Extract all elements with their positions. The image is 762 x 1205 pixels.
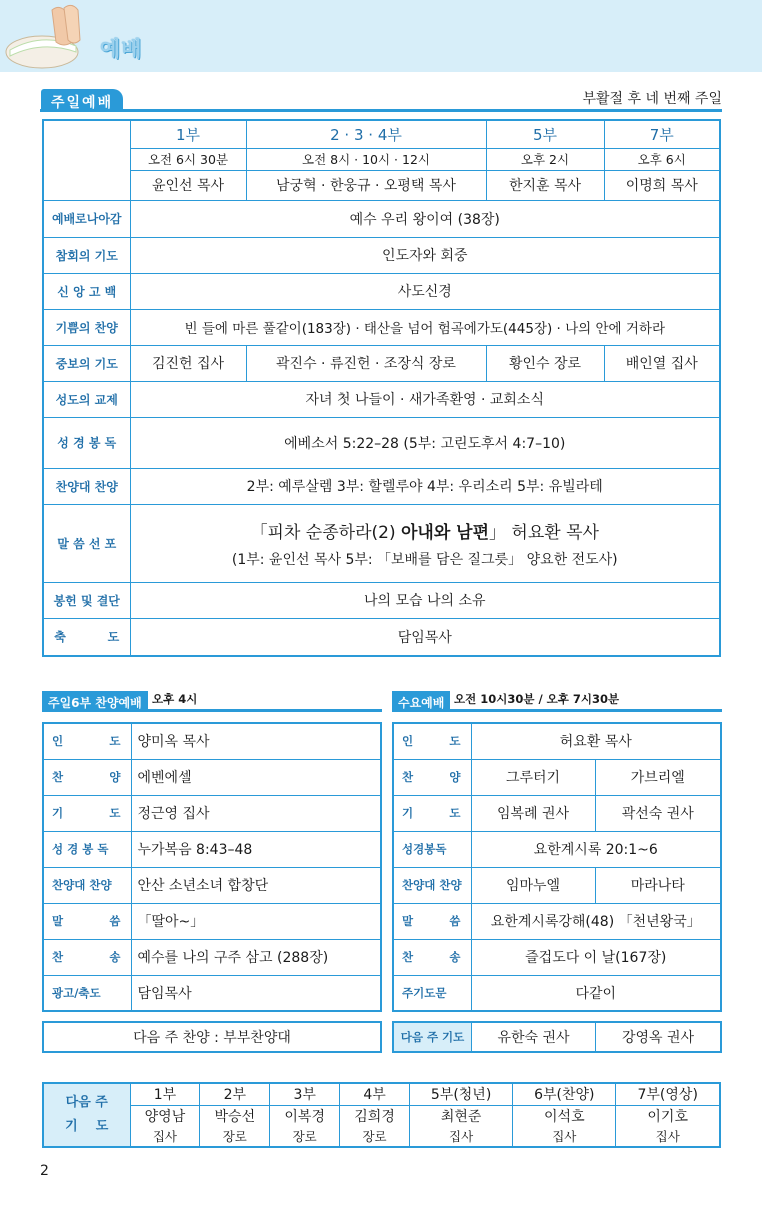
row-value: 요한계시록강해(48) 「천년왕국」 [471,903,721,939]
row-value: 나의 모습 나의 소유 [130,582,720,618]
row-label: 찬양대 찬양 [43,468,130,504]
row-label: 성경봉독 [393,831,471,867]
row-value: 예수를 나의 구주 삼고 (288장) [131,939,381,975]
service-pastor: 이명희 목사 [604,170,720,200]
sunday-section-header [40,88,722,112]
row-value: 예수 우리 왕이여 (38장) [130,200,720,237]
intercessor: 김진헌 집사 [130,345,246,381]
sixth-section-header [42,690,382,712]
row-value: 마라나타 [595,867,721,903]
prayer-role: 집사 [130,1127,200,1147]
service-pastor: 한지훈 목사 [486,170,604,200]
next-week-prayer-table [42,1082,721,1148]
sunday-order-table [42,119,721,657]
row-label: 신 앙 고 백 [43,273,130,309]
service-part: 5부 [486,120,604,148]
prayer-part: 6부(찬양) [513,1083,616,1105]
row-label: 말 씀 선 포 [43,504,130,582]
row-value: 정근영 집사 [131,795,381,831]
wednesday-service-table [392,722,722,1012]
row-label: 기 도 [43,795,131,831]
intercessor: 곽진수 · 류진헌 · 조장식 장로 [246,345,486,381]
prayer-role: 장로 [340,1127,410,1147]
prayer-role: 집사 [513,1127,616,1147]
row-label: 중보의 기도 [43,345,130,381]
row-label: 말 씀 [43,903,131,939]
prayer-name: 김희경 [340,1105,410,1127]
sixth-time: 오후 4시 [152,692,198,706]
service-time: 오후 2시 [486,148,604,170]
prayer-role: 집사 [410,1127,513,1147]
row-label: 찬 양 [43,759,131,795]
sermon-cell [130,504,720,582]
sunday-week: 부활절 후 네 번째 주일 [582,91,722,107]
wednesday-section-header [392,690,722,712]
row-label: 주기도문 [393,975,471,1011]
prayer-role: 집사 [616,1127,720,1147]
page-title: 예배 [100,37,143,61]
row-value: 임마누엘 [471,867,595,903]
row-label: 찬 송 [393,939,471,975]
service-part: 7부 [604,120,720,148]
row-value: 2부: 예루살렘 3부: 할렐루야 4부: 우리소리 5부: 유빌라테 [130,468,720,504]
row-value: 빈 들에 마른 풀같이(183장) · 태산을 넘어 험곡에가도(445장) · 나의 안에 거하라 [130,309,720,345]
row-label: 말 씀 [393,903,471,939]
row-label: 찬양대 찬양 [393,867,471,903]
row-label: 참회의 기도 [43,237,130,273]
wednesday-next-prayer [392,1021,722,1053]
row-label: 성 경 봉 독 [43,831,131,867]
corner-cell [43,120,130,200]
service-part: 1부 [130,120,246,148]
row-value: 즐겁도다 이 날(167장) [471,939,721,975]
prayer-part: 5부(청년) [410,1083,513,1105]
next-prayer-label: 다음 주 기도 [394,1023,472,1051]
row-value: 다같이 [471,975,721,1011]
row-value: 양미옥 목사 [131,723,381,759]
row-label: 기 도 [393,795,471,831]
prayer-role: 장로 [270,1127,340,1147]
next-prayer-name: 강영옥 권사 [621,1030,695,1046]
row-value: 담임목사 [130,618,720,656]
sermon-note: (1부: 윤인선 목사 5부: 「보배를 담은 질그릇」 양요한 전도사) [231,551,618,568]
top-banner [0,0,762,72]
next-praise-box: 다음 주 찬양 : 부부찬양대 [42,1021,382,1053]
prayer-part: 2부 [200,1083,270,1105]
prayer-part: 4부 [340,1083,410,1105]
row-value: 안산 소년소녀 합창단 [131,867,381,903]
row-value: 인도자와 회중 [130,237,720,273]
sermon-title: 「피차 순종하라(2) 아내와 남편」 허요환 목사 [250,522,599,543]
next-prayer-name: 유한숙 권사 [472,1023,596,1051]
service-time: 오후 6시 [604,148,720,170]
service-pastor: 윤인선 목사 [130,170,246,200]
row-label: 기쁨의 찬양 [43,309,130,345]
row-label: 축 도 [43,618,130,656]
intercessor: 황인수 장로 [486,345,604,381]
row-value: 담임목사 [131,975,381,1011]
page-number: 2 [40,1163,49,1179]
row-value: 사도신경 [130,273,720,309]
next-prayer-label: 다음 주 기 도 [43,1083,130,1147]
row-value: 에베소서 5:22–28 (5부: 고린도후서 4:7–10) [130,417,720,468]
row-value: 「딸아~」 [131,903,381,939]
row-label: 성도의 교제 [43,381,130,417]
row-label: 성 경 봉 독 [43,417,130,468]
prayer-role: 장로 [200,1127,270,1147]
row-label: 인 도 [393,723,471,759]
row-value: 자녀 첫 나들이 · 새가족환영 · 교회소식 [130,381,720,417]
row-value: 허요환 목사 [471,723,721,759]
row-value: 가브리엘 [595,759,721,795]
prayer-name: 이석호 [513,1105,616,1127]
sunday-tab: 주일예배 [41,89,123,112]
prayer-name: 양영남 [130,1105,200,1127]
praying-hands-bible-icon [2,2,94,72]
wednesday-tab: 수요예배 [392,691,450,712]
prayer-name: 이기호 [616,1105,720,1127]
prayer-part: 3부 [270,1083,340,1105]
prayer-name: 이복경 [270,1105,340,1127]
row-label: 인 도 [43,723,131,759]
row-label: 찬 양 [393,759,471,795]
prayer-part: 7부(영상) [616,1083,720,1105]
row-value: 누가복음 8:43–48 [131,831,381,867]
service-part: 2 · 3 · 4부 [246,120,486,148]
service-time: 오전 6시 30분 [130,148,246,170]
intercessor: 배인열 집사 [604,345,720,381]
prayer-name: 박승선 [200,1105,270,1127]
service-pastor: 남궁혁 · 한웅규 · 오평택 목사 [246,170,486,200]
row-label: 광고/축도 [43,975,131,1011]
prayer-name: 최현준 [410,1105,513,1127]
row-value: 에벤에셀 [131,759,381,795]
row-label: 찬양대 찬양 [43,867,131,903]
row-value: 요한계시록 20:1~6 [471,831,721,867]
row-value: 임복례 권사 [471,795,595,831]
sixth-tab: 주일6부 찬양예배 [42,691,148,712]
row-value: 곽선숙 권사 [595,795,721,831]
service-time: 오전 8시 · 10시 · 12시 [246,148,486,170]
row-label: 봉헌 및 결단 [43,582,130,618]
row-value: 그루터기 [471,759,595,795]
prayer-part: 1부 [130,1083,200,1105]
wednesday-time: 오전 10시30분 / 오후 7시30분 [454,692,620,706]
sixth-service-table [42,722,382,1012]
row-label: 찬 송 [43,939,131,975]
row-label: 예배로나아감 [43,200,130,237]
